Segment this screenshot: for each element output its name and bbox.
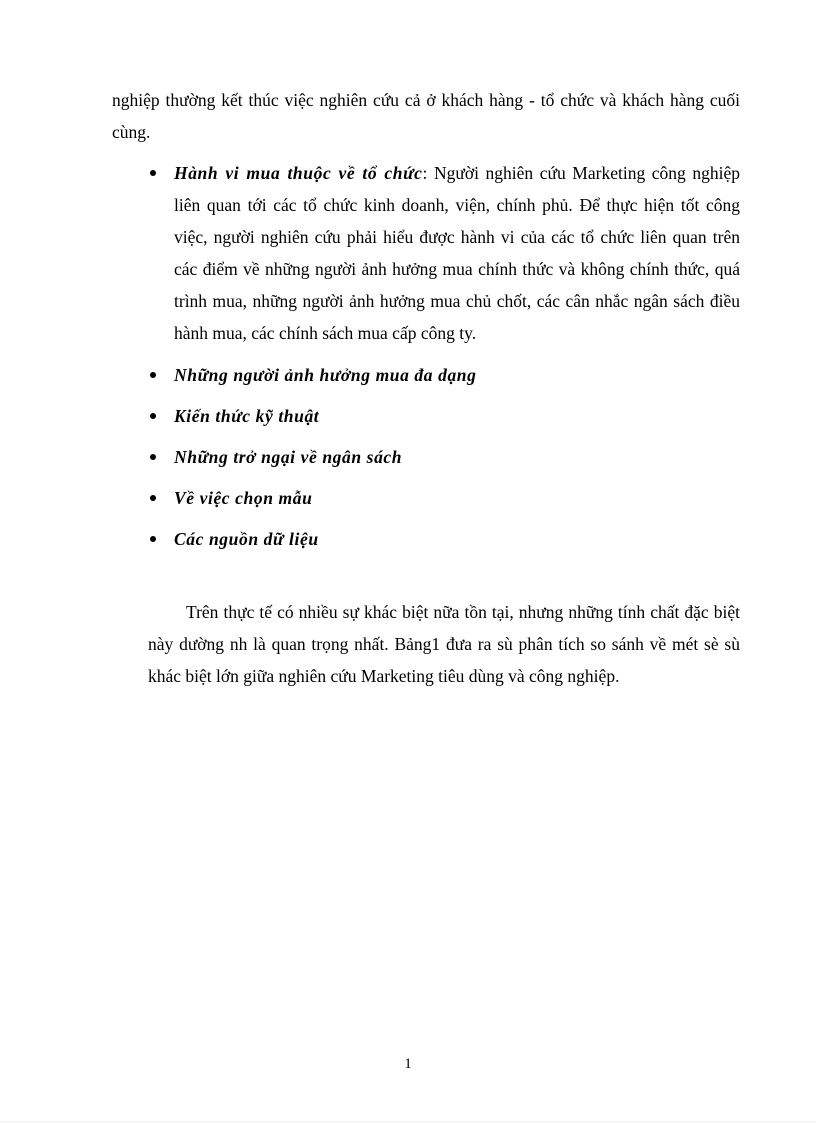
bullet-icon [150, 170, 156, 176]
bullet-title: Các nguồn dữ liệu [174, 529, 319, 549]
bullet-list [148, 157, 740, 564]
list-item [148, 482, 740, 523]
bullet-title: Kiến thức kỹ thuật [174, 406, 320, 426]
bullet-title: Những người ảnh hưởng mua đa dạng [174, 365, 477, 385]
bullet-icon [150, 495, 156, 501]
closing-paragraph: Trên thực tế có nhiều sự khác biệt nữa tồn tại, nhưng những tính chất đặc biệt này dường nh là quan trọng nhất. Bảng1 đưa ra sù phân tích so sánh về mét sè sù khác biệt lớn giữa nghiên cứu Marketing tiêu dùng và công nghiệp. [148, 602, 740, 686]
bullet-icon [150, 372, 156, 378]
list-item [148, 441, 740, 482]
list-item [148, 400, 740, 441]
bullet-text: : Người nghiên cứu Marketing công nghiệp liên quan tới các tổ chức kinh doanh, viện, chính phủ. Để thực hiện tốt công việc, người nghiên cứu phải hiểu được hành vi của các tổ chức liên quan trên các điểm về những người ảnh hưởng mua chính thức và không chính thức, quá trình mua, những người ảnh hưởng mua chủ chốt, các cân nhắc ngân sách điều hành mua, các chính sách mua cấp công ty. [174, 163, 740, 343]
page-number: 1 [404, 1056, 412, 1072]
intro-paragraph: nghiệp thường kết thúc việc nghiên cứu cả ở khách hàng - tổ chức và khách hàng cuối cùng. [112, 90, 740, 142]
bullet-icon [150, 413, 156, 419]
list-item [148, 157, 740, 349]
bullet-title: Về việc chọn mẫu [174, 488, 313, 508]
list-item [148, 359, 740, 400]
bullet-title: Hành vi mua thuộc về tổ chức [174, 163, 423, 183]
page-bottom-divider [0, 1121, 816, 1122]
list-item [148, 523, 740, 564]
bullet-icon [150, 454, 156, 460]
bullet-icon [150, 536, 156, 542]
bullet-title: Những trở ngại về ngân sách [174, 447, 403, 467]
